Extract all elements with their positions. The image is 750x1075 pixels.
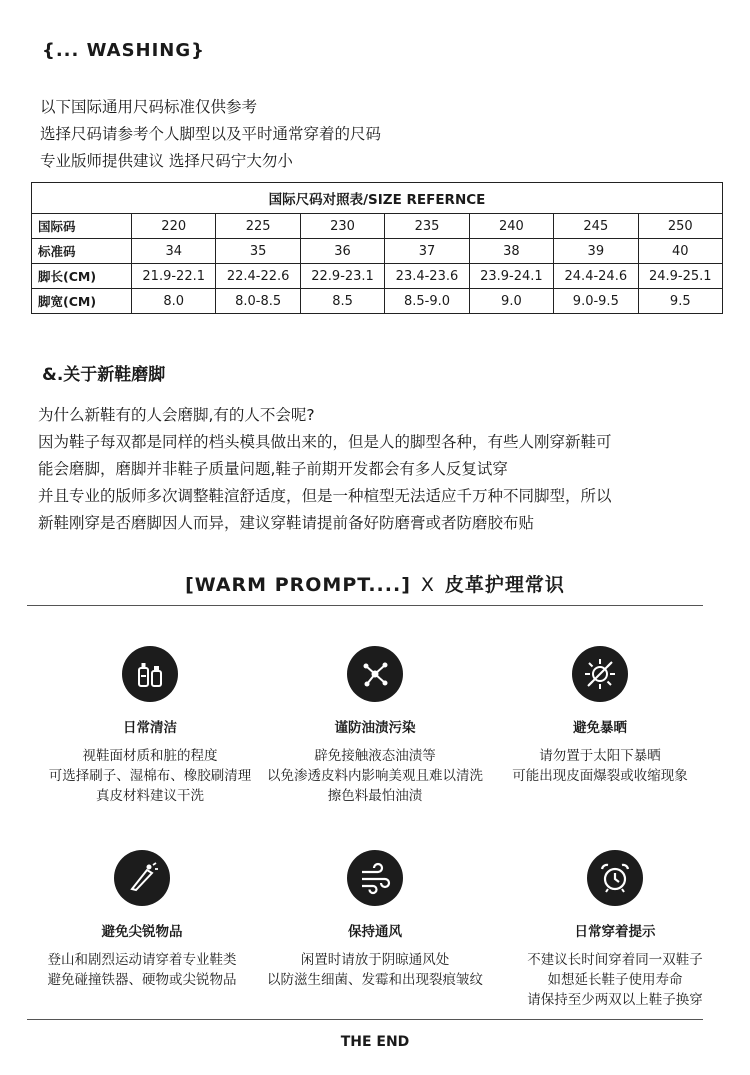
intro-line: 选择尺码请参考个人脚型以及平时通常穿着的尺码 [40,125,382,143]
tip-daily-wear [490,850,740,1010]
knife-icon [114,850,170,906]
table-row [32,264,723,289]
wind-icon [347,850,403,906]
bottles-icon [122,646,178,702]
paragraph-line: 因为鞋子每双都是同样的档头模具做出来的，但是人的脚型各种，有些人刚穿新鞋可 [38,433,612,451]
table-cell: 9.0 [469,289,553,314]
table-cell: 250 [638,214,722,239]
table-cell: 23.4-23.6 [385,264,469,289]
tip-title: 日常穿着提示 [574,924,656,940]
tip-sharp-objects [17,850,267,990]
row-header: 标准码 [32,239,132,264]
table-cell: 9.5 [638,289,722,314]
separator-x: X [420,574,435,596]
table-cell: 9.0-9.5 [554,289,638,314]
table-row [32,214,723,239]
intro-line: 专业版师提供建议 选择尺码宁大勿小 [40,152,293,170]
tip-title: 避免尖锐物品 [101,924,183,940]
table-cell: 245 [554,214,638,239]
table-cell: 8.0 [132,289,216,314]
size-table-title: 国际尺码对照表/SIZE REFERNCE [32,183,723,214]
feet-section-title: &.关于新鞋磨脚 [42,365,166,385]
table-cell: 8.5-9.0 [385,289,469,314]
sun-icon [572,646,628,702]
paragraph-line: 为什么新鞋有的人会磨脚,有的人不会呢? [38,406,315,424]
tip-line: 以免渗透皮料内影响美观且难以清洗 [267,768,483,784]
tip-description [250,746,500,806]
tip-line: 辟免接触液态油渍等 [314,748,436,764]
intro-line: 以下国际通用尺码标准仅供参考 [40,98,258,116]
table-cell: 23.9-24.1 [469,264,553,289]
tip-description [250,950,500,990]
tip-line: 不建议长时间穿着同一双鞋子 [527,952,703,968]
paragraph-line: 新鞋刚穿是否磨脚因人而异，建议穿鞋请提前备好防磨膏或者防磨胶布贴 [38,514,535,532]
table-cell: 235 [385,214,469,239]
table-cell: 40 [638,239,722,264]
tip-line: 避免碰撞铁器、硬物或尖锐物品 [47,972,237,988]
table-cell: 38 [469,239,553,264]
alarm-clock-icon [587,850,643,906]
table-cell: 22.9-23.1 [300,264,384,289]
size-reference-table [31,182,723,314]
tip-avoid-sun [475,646,725,786]
tip-title: 避免暴晒 [573,720,627,736]
table-cell: 8.5 [300,289,384,314]
tip-line: 擦色料最怕油渍 [327,788,423,804]
table-cell: 22.4-22.6 [216,264,300,289]
divider [27,1019,703,1020]
table-cell: 36 [300,239,384,264]
table-cell: 8.0-8.5 [216,289,300,314]
tip-line: 可选择刷子、湿棉布、橡胶刷清理 [48,768,252,784]
tip-description [475,746,725,786]
stain-icon [347,646,403,702]
tip-description [490,950,740,1010]
tip-description [17,950,267,990]
table-cell: 225 [216,214,300,239]
tip-title: 日常清洁 [123,720,177,736]
the-end-label: THE END [340,1034,410,1050]
tip-line: 真皮材料建议干洗 [96,788,204,804]
washing-title: {... WASHING} [42,40,205,61]
warm-prompt-heading [0,570,750,597]
table-cell: 37 [385,239,469,264]
divider [27,605,703,606]
tip-title: 谨防油渍污染 [334,720,416,736]
row-header: 国际码 [32,214,132,239]
feet-paragraph [38,402,612,537]
row-header: 脚宽(CM) [32,289,132,314]
tip-line: 视鞋面材质和脏的程度 [82,748,218,764]
table-row [32,239,723,264]
tip-line: 如想延长鞋子使用寿命 [547,972,683,988]
tip-daily-cleaning [25,646,275,806]
tip-ventilation [250,850,500,990]
paragraph-line: 并且专业的版师多次调整鞋渲舒适度，但是一种楦型无法适应千万种不同脚型，所以 [38,487,612,505]
tip-oil-stain [250,646,500,806]
table-cell: 230 [300,214,384,239]
table-cell: 35 [216,239,300,264]
table-cell: 39 [554,239,638,264]
tip-line: 可能出现皮面爆裂或收缩现象 [512,768,688,784]
leather-care-label: 皮革护理常识 [444,574,565,596]
tip-title: 保持通风 [348,924,402,940]
table-cell: 24.4-24.6 [554,264,638,289]
table-cell: 34 [132,239,216,264]
table-cell: 21.9-22.1 [132,264,216,289]
table-cell: 220 [132,214,216,239]
paragraph-line: 能会磨脚，磨脚并非鞋子质量问题,鞋子前期开发都会有多人反复试穿 [38,460,508,478]
tip-line: 请勿置于太阳下暴晒 [539,748,661,764]
tip-line: 以防滋生细菌、发霉和出现裂痕皱纹 [267,972,483,988]
warm-prompt-label: [WARM PROMPT....] [185,574,411,596]
intro-text [40,94,381,175]
table-row [32,289,723,314]
tip-line: 闲置时请放于阴晾通风处 [300,952,450,968]
tip-line: 登山和剧烈运动请穿着专业鞋类 [47,952,237,968]
table-cell: 24.9-25.1 [638,264,722,289]
tip-description [25,746,275,806]
table-cell: 240 [469,214,553,239]
tip-line: 请保持至少两双以上鞋子换穿 [527,992,703,1008]
row-header: 脚长(CM) [32,264,132,289]
